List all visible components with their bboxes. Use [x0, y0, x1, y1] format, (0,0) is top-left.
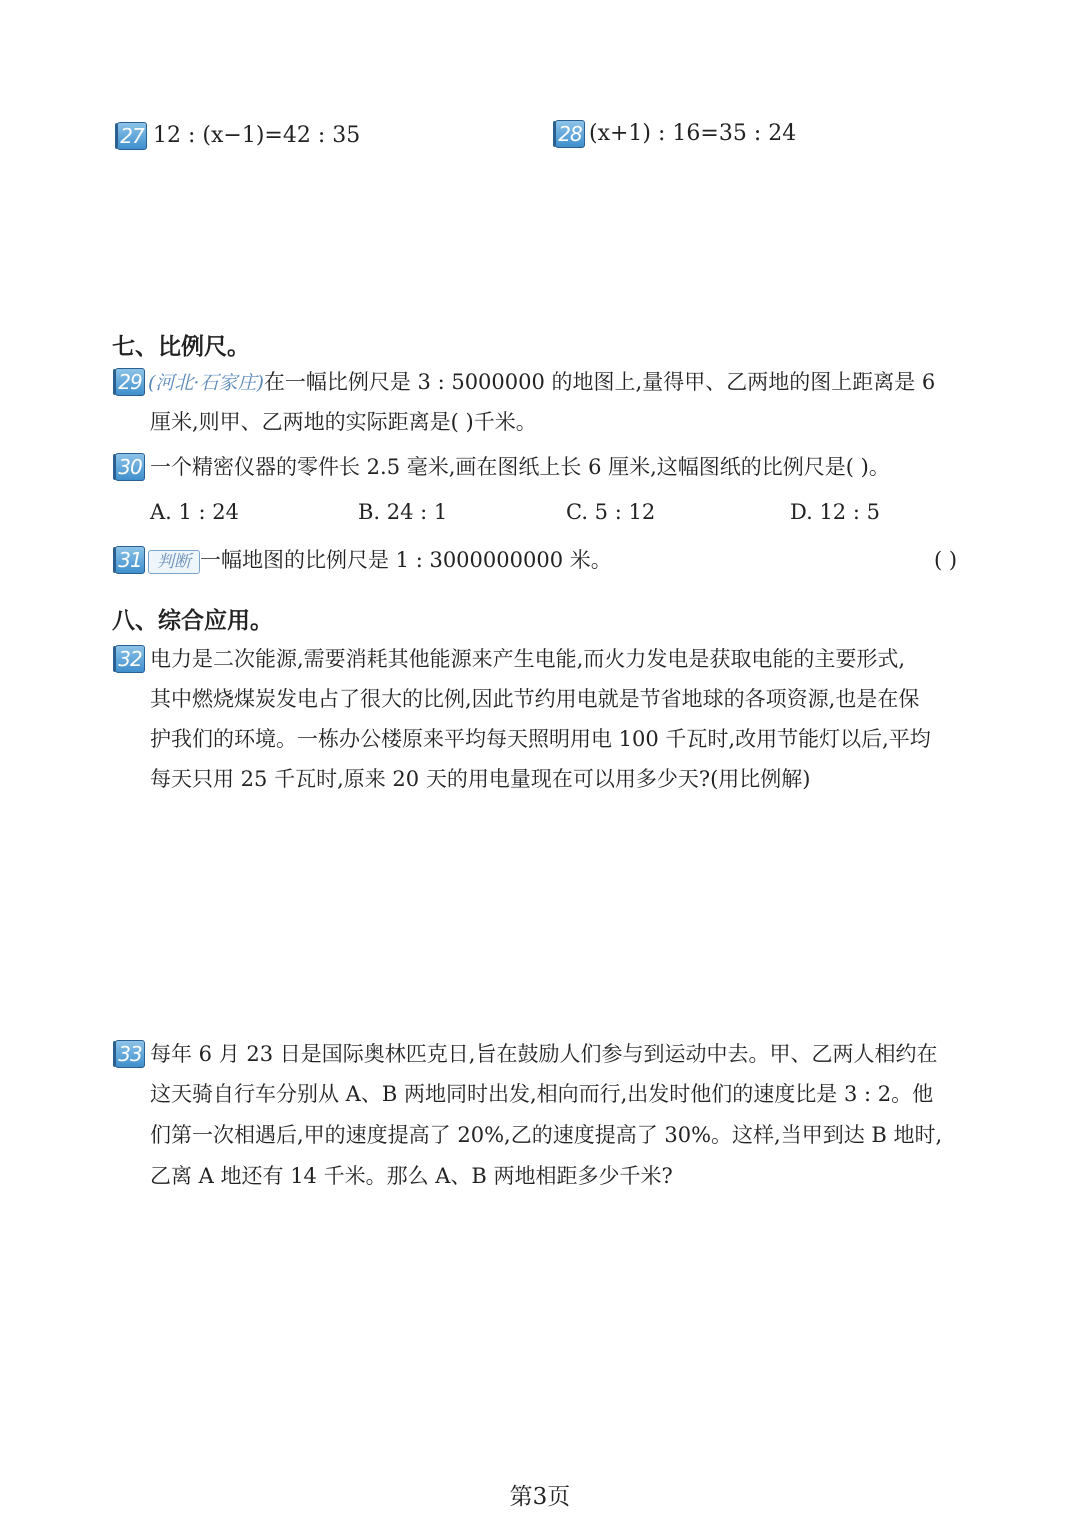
equation-28: (x+1) : 16=35 : 24 [589, 121, 797, 146]
question-29-line-2: 厘米,则甲、乙两地的实际距离是( )千米。 [150, 410, 537, 434]
question-33-line-4: 乙离 A 地还有 14 千米。那么 A、B 两地相距多少千米? [150, 1164, 673, 1188]
question-number-31: 31 [115, 546, 145, 574]
question-30-text: 一个精密仪器的零件长 2.5 毫米,画在图纸上长 6 厘米,这幅图纸的比例尺是( )。 [150, 455, 890, 479]
question-32-line-1: 电力是二次能源,需要消耗其他能源来产生电能,而火力发电是获取电能的主要形式, [150, 647, 906, 671]
question-number-33: 33 [115, 1040, 145, 1068]
section-8-title: 八、综合应用。 [112, 608, 273, 634]
equation-27: 12 : (x−1)=42 : 35 [153, 123, 361, 148]
question-31-line [148, 546, 612, 574]
option-c: C. 5 : 12 [566, 500, 656, 524]
region-tag: (河北·石家庄) [148, 372, 264, 394]
question-number-30: 30 [115, 453, 145, 481]
question-29-line-1 [148, 368, 935, 397]
option-a: A. 1 : 24 [150, 500, 240, 524]
section-7-title: 七、比例尺。 [112, 334, 250, 360]
question-32-line-4: 每天只用 25 千瓦时,原来 20 天的用电量现在可以用多少天?(用比例解) [150, 767, 811, 791]
question-33-line-2: 这天骑自行车分别从 A、B 两地同时出发,相向而行,出发时他们的速度比是 3 : 2。他 [150, 1082, 934, 1106]
option-d: D. 12 : 5 [790, 500, 880, 524]
question-33-line-3: 们第一次相遇后,甲的速度提高了 20%,乙的速度提高了 30%。这样,当甲到达 B 地时, [150, 1123, 943, 1147]
question-number-27: 27 [117, 122, 147, 150]
question-32-line-3: 护我们的环境。一栋办公楼原来平均每天照明用电 100 千瓦时,改用节能灯以后,平均 [150, 727, 931, 751]
question-33-line-1: 每年 6 月 23 日是国际奥林匹克日,旨在鼓励人们参与到运动中去。甲、乙两人相约在 [150, 1042, 938, 1066]
question-number-32: 32 [115, 645, 145, 673]
judge-tag: 判断 [148, 550, 200, 574]
question-32-line-2: 其中燃烧煤炭发电占了很大的比例,因此节约用电就是节省地球的各项资源,也是在保 [150, 687, 920, 711]
question-number-28: 28 [555, 120, 585, 148]
question-29-text-1: 在一幅比例尺是 3 : 5000000 的地图上,量得甲、乙两地的图上距离是 6 [263, 370, 936, 394]
answer-blank-31[interactable]: ( ) [934, 548, 958, 572]
option-b: B. 24 : 1 [358, 500, 448, 524]
question-number-29: 29 [115, 368, 145, 396]
question-31-text: 一幅地图的比例尺是 1 : 3000000000 米。 [200, 548, 612, 572]
page-number: 第3页 [509, 1484, 571, 1510]
